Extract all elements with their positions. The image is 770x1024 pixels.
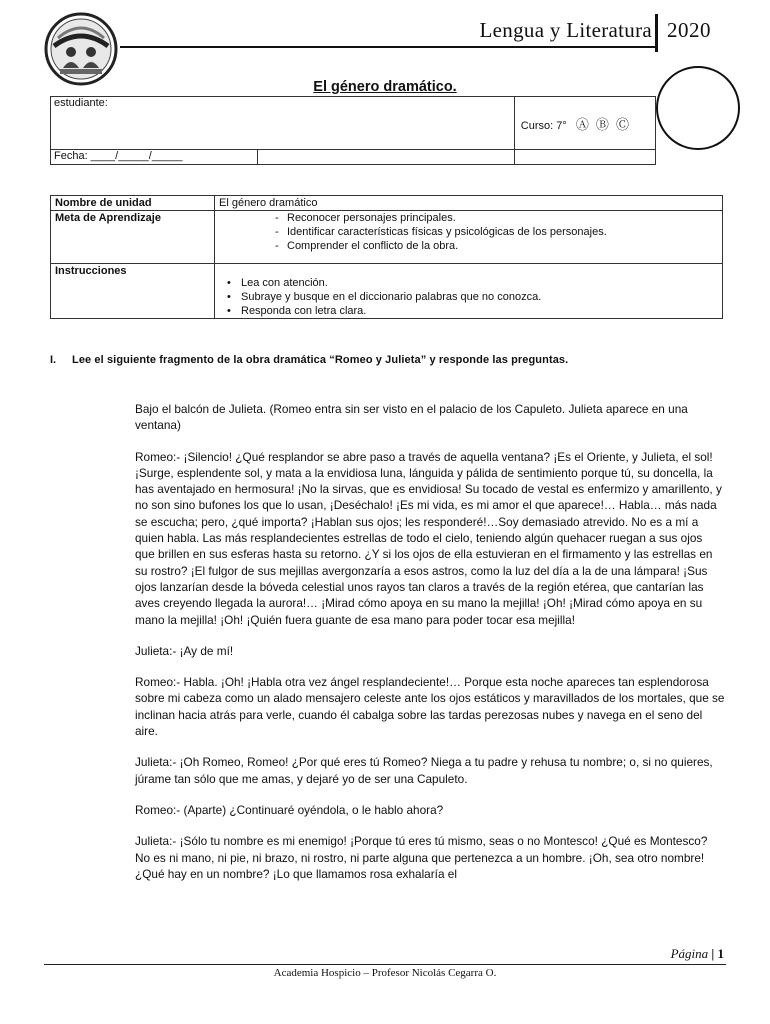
unit-info-table — [50, 195, 723, 319]
section-prompt: Lee el siguiente fragmento de la obra dramática “Romeo y Julieta” y responde las preguntas. — [72, 354, 569, 366]
goal-list — [219, 211, 718, 253]
dialogue-paragraph: Julieta:- ¡Sólo tu nombre es mi enemigo! ¡Porque tú eres tú mismo, seas o no Montesco! ¿Qué es Montesco? No es ni mano, ni pie, ni brazo, ni rostro, ni parte alguna que pertenezca a un hombre. ¡Oh, sea otro nombre! ¿Qué hay en un nombre? ¡Lo que llamamos rosa exhalaría el — [135, 834, 708, 881]
blank-cell — [514, 150, 655, 165]
page-title: El género dramático. — [313, 79, 457, 95]
header-subject: Lengua y Literatura — [479, 18, 652, 42]
unit-label: Nombre de unidad — [51, 196, 215, 211]
page-number — [671, 946, 724, 962]
dialogue-paragraph: Julieta:- ¡Oh Romeo, Romeo! ¿Por qué eres tú Romeo? Niega a tu padre y rehusa tu nombre; o, si no quieres, júrame tan sólo que me amas, y dejaré yo de ser una Capuleto. — [135, 755, 713, 786]
instruction-item: • Subraye y busque en el diccionario palabras que no conozca. — [219, 290, 718, 304]
dialogue-paragraph: Julieta:- ¡Ay de mí! — [135, 643, 234, 658]
date-field[interactable] — [51, 150, 258, 165]
dialogue-paragraph: Romeo:- (Aparte) ¿Continuaré oyéndola, o le hablo ahora? — [135, 802, 444, 817]
course-option-a[interactable]: Ⓐ — [575, 116, 589, 132]
goal-item: - Reconocer personajes principales. — [219, 211, 718, 225]
header-year: 2020 — [667, 18, 711, 42]
course-label: Curso: 7° — [520, 119, 567, 132]
instruction-item: • Lea con atención. — [219, 276, 718, 290]
section-number: I. — [50, 354, 57, 366]
student-info-table — [50, 96, 656, 165]
school-crest-icon — [44, 12, 118, 86]
instructions-list — [219, 276, 718, 318]
footer-credit: Academia Hospicio – Profesor Nicolás Cegarra O. — [273, 967, 497, 979]
dialogue-paragraph: Romeo:- ¡Silencio! ¿Qué resplandor se abre paso a través de aquella ventana? ¡Es el Oriente, y Julieta, el sol! ¡Surge, esplendente sol, y mata a la envidiosa luna, lánguida y pálida de sentimiento porque tú, su doncella, la has aventajado en hermosura! ¡No la sirvas, que es envidiosa! Su tocado de vestal es enfermizo y amarillento, y no son sino bufones los que lo usan, ¡Deséchalo! ¡Es mi vida, es mi amor el que aparece!… Habla… más nada se escucha; pero, ¿qué importa? ¡Hablan sus ojos; les responderé!…Soy demasiado atrevido. No es a mí a quien habla. Las más resplandecientes estrellas de todo el cielo, teniendo algún quehacer ruegan a sus ojos que brillen en sus esferas hasta su retorno. ¿Y si los ojos de ella estuvieran en el firmamento y las estrellas en su rostro? ¡El fulgor de sus mejillas avergonzaría a esos astros, como la luz del día a la de una lámpara! ¡Sus ojos lanzarían desde la bóveda celestial unos rayos tan claros a través de la región etérea, que cantarían las aves creyendo llegada la aurora!… ¡Mirad cómo apoya en su mano la mejilla! ¡Oh! ¡Mirad cómo apoya en su mano la mejilla! ¡Oh! ¡Quién fuera guante de esa mano para poder tocar esa mejilla! — [135, 449, 722, 627]
student-label: estudiante: — [54, 97, 108, 109]
instructions-label: Instrucciones — [51, 264, 215, 319]
blank-cell — [258, 150, 515, 165]
course-option-c[interactable]: Ⓒ — [616, 116, 630, 132]
unit-value: El género dramático — [215, 196, 723, 211]
play-fragment — [135, 401, 725, 897]
stage-direction: Bajo el balcón de Julieta. (Romeo entra sin ser visto en el palacio de los Capuleto. Julieta aparece en una ventana) — [135, 402, 688, 433]
course-option-b[interactable]: Ⓑ — [595, 116, 609, 132]
footer-rule — [44, 964, 726, 965]
goal-item: - Comprender el conflicto de la obra. — [219, 239, 718, 253]
student-name-field[interactable] — [51, 97, 515, 150]
goal-item: - Identificar características físicas y psicológicas de los personajes. — [219, 225, 718, 239]
goal-label: Meta de Aprendizaje — [51, 211, 215, 264]
page-label: Página — [670, 946, 709, 961]
page-number-value: 1 — [717, 946, 724, 961]
header-rule — [120, 46, 656, 48]
page-separator: | — [711, 946, 715, 961]
date-label: Fecha: ____/_____/_____ — [54, 150, 183, 162]
course-field — [514, 97, 655, 150]
instruction-item: • Responda con letra clara. — [219, 304, 718, 318]
dialogue-paragraph: Romeo:- Habla. ¡Oh! ¡Habla otra vez ángel resplandeciente!… Porque esta noche apareces tan esplendorosa sobre mi cabeza como un alado mensajero celeste ante los ojos estáticos y maravillados de los mortales, que se inclinan hacia atrás para verle, cuando él cabalga sobre las tardas perezosas nubes y navega en el seno del aire. — [135, 675, 725, 739]
